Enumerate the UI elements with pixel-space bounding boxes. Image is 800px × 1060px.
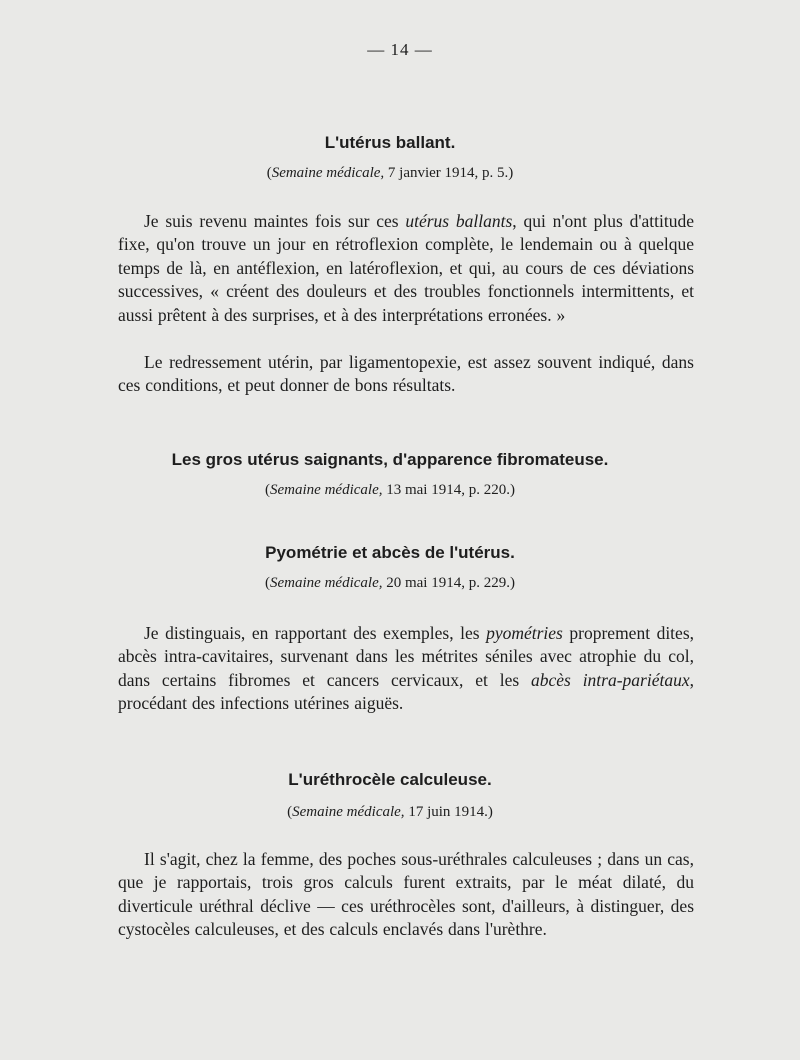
citation-urethrocele: (Semaine médicale, 17 juin 1914.) [287,804,493,820]
section-title-gros-uterus-saignants: Les gros utérus saignants, d'apparence fibromateuse. [171,450,609,469]
paragraph-uterus-ballant-2: Le redressement utérin, par ligamentopexie, est assez souvent indiqué, dans ces conditions, et peut donner de bons résultats. [118,352,694,396]
page-number: — 14 — [367,40,433,59]
paragraph-urethrocele: Il s'agit, chez la femme, des poches sous-uréthrales calculeuses ; dans un cas, que je rapportais, trois gros calculs furent extraits, par le méat dilaté, du diverticule uréthral déclive — ces uréthrocèles sont, d'ailleurs, à distinguer, des cystocèles calculeuses, et des calculs enclavés dans l'urèthre. [118,849,694,940]
paragraph-uterus-ballant-1: Je suis revenu maintes fois sur ces utérus ballants, qui n'ont plus d'attitude fixe, qu'on trouve un jour en rétroflexion complète, le lendemain ou à quelque temps de là, en antéflexion, en latéroflexion, et qui, au cours de ces déviations successives, « créent des douleurs et des troubles fonctionnels intermittents, et aussi prêtent à des surprises, et à des interprétations erronées. » [118,211,694,325]
citation-gros-uterus-saignants: (Semaine médicale, 13 mai 1914, p. 220.) [265,482,515,498]
section-title-uterus-ballant: L'utérus ballant. [324,133,456,152]
citation-uterus-ballant: (Semaine médicale, 7 janvier 1914, p. 5.) [266,165,514,181]
citation-pyometrie: (Semaine médicale, 20 mai 1914, p. 229.) [265,575,515,591]
section-title-pyometrie: Pyométrie et abcès de l'utérus. [265,543,515,562]
section-title-urethrocele: L'uréthrocèle calculeuse. [288,770,492,789]
paragraph-pyometrie: Je distinguais, en rapportant des exemples, les pyométries proprement dites, abcès intra-cavitaires, survenant dans les métrites séniles avec atrophie du col, dans certains fibromes et cancers cervicaux, et les abcès intra-pariétaux, procédant des infections utérines aiguës. [118,623,695,714]
